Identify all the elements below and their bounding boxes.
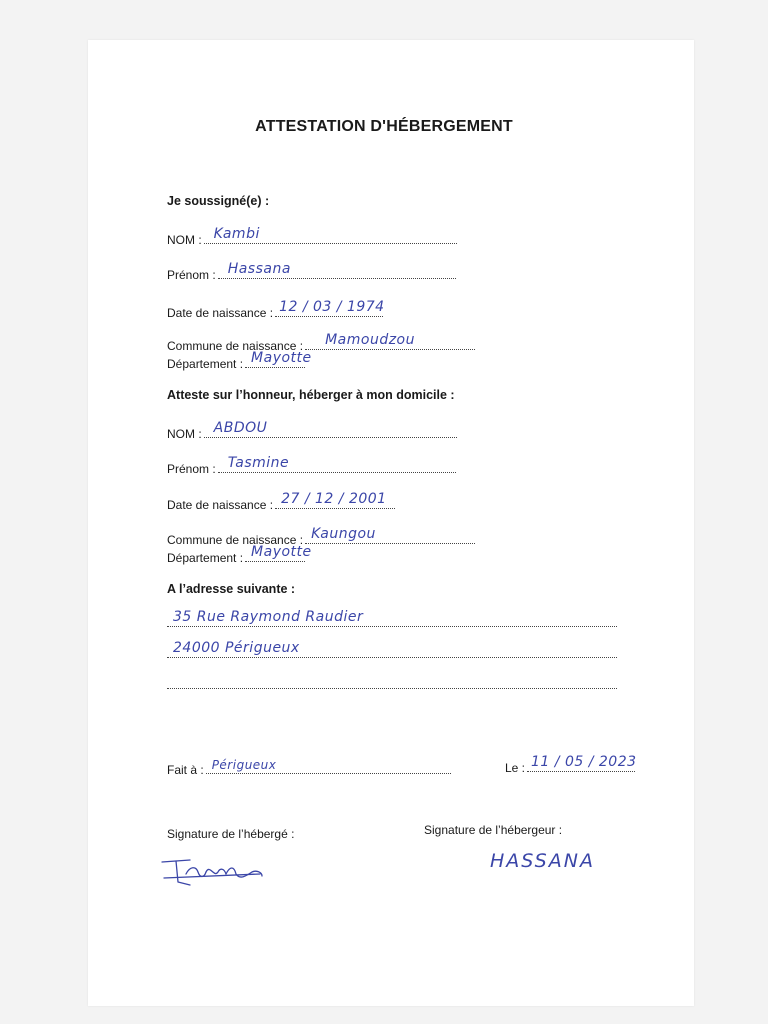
host-nom-value: Kambi	[213, 226, 260, 242]
host-prenom-value: Hassana	[227, 261, 291, 277]
guest-prenom-row	[167, 455, 456, 476]
guest-departement-row	[167, 544, 312, 565]
guest-signature-label: Signature de l’hébergé :	[167, 827, 295, 841]
host-signature: HASSANA	[490, 850, 595, 872]
guest-nom-label: NOM :	[167, 427, 202, 441]
host-prenom-row	[167, 261, 456, 282]
host-commune-label: Commune de naissance :	[167, 339, 304, 353]
date-label: Le :	[505, 761, 526, 775]
guest-section-heading: Atteste sur l’honneur, héberger à mon domicile :	[167, 388, 455, 402]
host-dob-field[interactable]	[275, 299, 385, 317]
guest-nom-field[interactable]	[204, 420, 457, 438]
address-line-1	[167, 609, 617, 627]
guest-departement-label: Département :	[167, 551, 244, 565]
guest-commune-field[interactable]	[305, 526, 475, 544]
host-commune-field[interactable]	[305, 332, 475, 350]
guest-dob-field[interactable]	[275, 491, 395, 509]
host-departement-value: Mayotte	[251, 350, 312, 366]
host-section-heading: Je soussigné(e) :	[167, 194, 270, 208]
guest-signature	[156, 852, 268, 888]
guest-prenom-value: Tasmine	[227, 455, 290, 471]
date-value: 11 / 05 / 2023	[531, 754, 637, 770]
address-line-1-value: 35 Rue Raymond Raudier	[173, 609, 364, 625]
host-departement-label: Département :	[167, 357, 244, 371]
document-title: ATTESTATION D'HÉBERGEMENT	[255, 118, 513, 135]
address-line-2-value: 24000 Périgueux	[173, 640, 300, 656]
guest-departement-value: Mayotte	[251, 544, 312, 560]
fait-a-value: Périgueux	[211, 758, 277, 772]
host-prenom-label: Prénom :	[167, 268, 216, 282]
host-dob-row	[167, 299, 385, 320]
host-signature-label: Signature de l’hébergeur :	[424, 823, 563, 837]
guest-dob-label: Date de naissance :	[167, 498, 274, 512]
address-line-3-field[interactable]	[167, 674, 617, 689]
guest-dob-value: 27 / 12 / 2001	[281, 491, 387, 507]
host-commune-value: Mamoudzou	[325, 332, 415, 348]
address-line-2	[167, 640, 617, 658]
host-nom-label: NOM :	[167, 233, 202, 247]
host-dob-value: 12 / 03 / 1974	[279, 299, 385, 315]
guest-commune-row	[167, 526, 475, 547]
guest-commune-label: Commune de naissance :	[167, 533, 304, 547]
guest-prenom-field[interactable]	[218, 455, 456, 473]
host-departement-row	[167, 350, 312, 371]
fait-a-field[interactable]	[206, 759, 451, 774]
guest-nom-value: ABDOU	[213, 420, 268, 436]
address-line-2-field[interactable]	[167, 640, 617, 658]
address-line-1-field[interactable]	[167, 609, 617, 627]
host-commune-row	[167, 332, 475, 353]
fait-a-row	[167, 759, 451, 777]
guest-nom-row	[167, 420, 457, 441]
guest-commune-value: Kaungou	[311, 526, 376, 542]
host-prenom-field[interactable]	[218, 261, 456, 279]
host-departement-field[interactable]	[245, 350, 312, 368]
guest-dob-row	[167, 491, 395, 512]
address-line-3	[167, 674, 617, 689]
date-row	[505, 754, 637, 775]
host-nom-row	[167, 226, 457, 247]
guest-prenom-label: Prénom :	[167, 462, 216, 476]
fait-a-label: Fait à :	[167, 763, 204, 777]
host-dob-label: Date de naissance :	[167, 306, 274, 320]
guest-departement-field[interactable]	[245, 544, 312, 562]
host-nom-field[interactable]	[204, 226, 457, 244]
address-section-heading: A l’adresse suivante :	[167, 582, 296, 596]
date-field[interactable]	[527, 754, 637, 772]
